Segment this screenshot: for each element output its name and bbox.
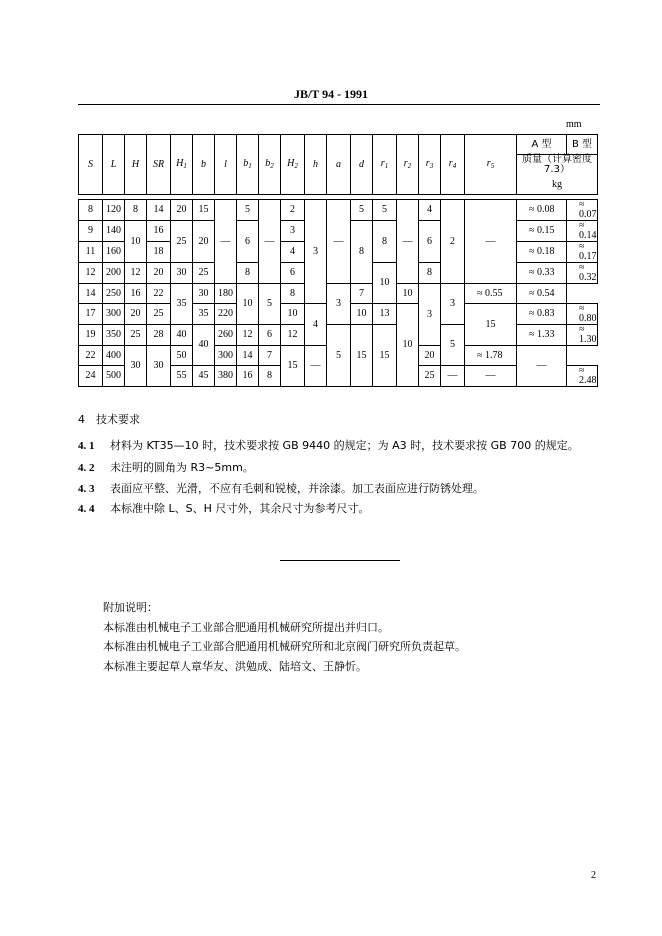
header-rule	[78, 104, 600, 105]
cell: —	[327, 200, 351, 284]
cell: 8	[79, 200, 103, 221]
cell: 250	[103, 284, 125, 304]
cell: 2	[441, 200, 465, 284]
cell: 9	[79, 221, 103, 242]
col-header-b: b	[193, 135, 215, 195]
cell: ≈ 2.48	[567, 366, 598, 387]
cell: 140	[103, 221, 125, 242]
cell: 10	[125, 221, 147, 263]
col-header-H2: $H_2$	[281, 135, 305, 195]
cell: 14	[79, 284, 103, 304]
cell: 10	[397, 304, 419, 387]
cell: —	[215, 200, 237, 284]
cell: 5	[441, 325, 465, 366]
cell: 15	[193, 200, 215, 221]
col-header-mass: 质量（计算密度 7.3）	[517, 155, 598, 176]
col-header-d: d	[351, 135, 373, 195]
cell: 16	[125, 284, 147, 304]
clause-text: 未注明的圆角为 R3~5mm。	[110, 461, 254, 474]
clause-number: 4. 2	[78, 462, 95, 474]
col-header-h: h	[305, 135, 327, 195]
cell: 22	[147, 284, 171, 304]
cell: 4	[305, 304, 327, 346]
cell: 200	[103, 263, 125, 284]
cell: 8	[419, 263, 441, 284]
cell: 6	[281, 263, 305, 284]
cell: 12	[79, 263, 103, 284]
cell: 120	[103, 200, 125, 221]
cell: 4	[281, 242, 305, 263]
cell: 10	[281, 304, 305, 325]
cell: 11	[79, 242, 103, 263]
cell: ≈ 0.80	[567, 304, 598, 325]
cell: —	[465, 366, 517, 387]
cell: 15	[465, 304, 517, 346]
cell: 3	[305, 200, 327, 304]
cell: 10	[351, 304, 373, 325]
cell: ≈ 0.07	[567, 200, 598, 221]
cell: 35	[193, 304, 215, 325]
cell: 25	[171, 221, 193, 263]
cell: 24	[79, 366, 103, 387]
cell: 8	[259, 366, 281, 387]
end-rule	[280, 560, 400, 561]
cell: 5	[373, 200, 397, 221]
cell: —	[397, 200, 419, 284]
cell: ≈ 1.33	[517, 325, 567, 346]
cell: 500	[103, 366, 125, 387]
cell: 5	[237, 200, 259, 221]
cell: 20	[147, 263, 171, 284]
cell: 30	[125, 346, 147, 387]
cell: ≈ 0.18	[517, 242, 567, 263]
cell: 25	[193, 263, 215, 284]
cell: 55	[171, 366, 193, 387]
cell: ≈ 0.83	[517, 304, 567, 325]
cell: 7	[259, 346, 281, 366]
note-line: 本标准主要起草人章华友、洪勉成、陆培文、王静忻。	[103, 660, 367, 673]
cell: 6	[237, 221, 259, 263]
notes-title: 附加说明：	[103, 601, 158, 614]
cell: 8	[351, 221, 373, 284]
cell: —	[259, 200, 281, 284]
table-row	[79, 200, 598, 221]
cell: 6	[419, 221, 441, 263]
cell: 5	[259, 284, 281, 325]
cell: 8	[125, 200, 147, 221]
note-line: 本标准由机械电子工业部合肥通用机械研究所提出并归口。	[103, 621, 389, 634]
cell: 180	[215, 284, 237, 304]
cell: 350	[103, 325, 125, 346]
cell: 40	[171, 325, 193, 346]
cell: 19	[79, 325, 103, 346]
clause-number: 4. 3	[78, 483, 95, 495]
cell: 380	[215, 366, 237, 387]
cell: 35	[171, 284, 193, 325]
cell: 50	[171, 346, 193, 366]
clause-4-1	[78, 437, 579, 453]
cell: 22	[79, 346, 103, 366]
clause-number: 4. 1	[78, 440, 95, 452]
col-header-a: a	[327, 135, 351, 195]
col-header-r2: $r_2$	[397, 135, 419, 195]
cell: 2	[281, 200, 305, 221]
cell: 15	[281, 346, 305, 387]
cell: ≈ 0.32	[567, 263, 598, 284]
cell: 45	[193, 366, 215, 387]
cell: —	[517, 346, 567, 387]
cell: 16	[147, 221, 171, 242]
col-header-L: L	[103, 135, 125, 195]
clause-number: 4. 4	[78, 503, 95, 515]
cell: 28	[147, 325, 171, 346]
cell: 12	[125, 263, 147, 284]
cell: 3	[441, 284, 465, 325]
cell: 8	[237, 263, 259, 284]
col-header-b2: $b_2$	[259, 135, 281, 195]
cell: 220	[215, 304, 237, 325]
clause-text: 表面应平整、光滑，不应有毛刺和锐棱，并涂漆。加工表面应进行防锈处理。	[110, 482, 484, 495]
clause-4-4	[78, 500, 369, 516]
page-number: 2	[591, 870, 596, 881]
dimension-table	[78, 134, 598, 387]
col-header-type-b: B 型	[567, 135, 598, 155]
cell: 3	[281, 221, 305, 242]
col-header-H: H	[125, 135, 147, 195]
cell: 15	[373, 325, 397, 387]
cell: 6	[259, 325, 281, 346]
cell: 260	[215, 325, 237, 346]
cell: 7	[351, 284, 373, 304]
clause-4-2	[78, 459, 254, 475]
page-header-title: JB/T 94 - 1991	[293, 87, 369, 101]
cell: 10	[237, 284, 259, 325]
cell: 14	[237, 346, 259, 366]
table-row	[79, 284, 598, 304]
cell: —	[465, 200, 517, 284]
cell: 20	[171, 200, 193, 221]
cell: 25	[419, 366, 441, 387]
cell: 300	[215, 346, 237, 366]
cell: —	[441, 366, 465, 387]
cell: 8	[281, 284, 305, 304]
col-header-H1: $H_1$	[171, 135, 193, 195]
cell: 30	[193, 284, 215, 304]
cell: 20	[125, 304, 147, 325]
cell: 10	[373, 263, 397, 304]
cell: 25	[147, 304, 171, 325]
cell: 3	[419, 284, 441, 346]
cell: 5	[327, 325, 351, 387]
col-header-S: S	[79, 135, 103, 195]
cell: 14	[147, 200, 171, 221]
col-header-SR: SR	[147, 135, 171, 195]
cell: 18	[147, 242, 171, 263]
clause-text: 本标准中除 L、S、H 尺寸外，其余尺寸为参考尺寸。	[110, 502, 370, 515]
col-header-r5: $r_5$	[465, 135, 517, 195]
table-unit: mm	[566, 119, 582, 130]
cell: 3	[327, 284, 351, 325]
clause-text: 材料为 KT35—10 时，技术要求按 GB 9440 的规定；为 A3 时，技术要求按 GB 700 的规定。	[110, 439, 579, 452]
cell: ≈ 0.33	[517, 263, 567, 284]
cell: —	[305, 346, 327, 387]
cell: 16	[237, 366, 259, 387]
cell: 160	[103, 242, 125, 263]
cell: 30	[171, 263, 193, 284]
cell: ≈ 0.17	[567, 242, 598, 263]
cell: 25	[125, 325, 147, 346]
cell: 5	[351, 200, 373, 221]
cell: ≈ 0.15	[517, 221, 567, 242]
cell: ≈ 0.14	[567, 221, 598, 242]
col-header-type-a: A 型	[517, 135, 567, 155]
col-header-r1: $r_1$	[373, 135, 397, 195]
cell: 12	[237, 325, 259, 346]
cell: 400	[103, 346, 125, 366]
cell: 17	[79, 304, 103, 325]
table-row	[79, 325, 598, 346]
cell: 13	[373, 304, 397, 325]
note-line: 本标准由机械电子工业部合肥通用机械研究所和北京阀门研究所负责起草。	[103, 640, 466, 653]
section-title: 4 技术要求	[78, 413, 140, 426]
cell: 40	[193, 325, 215, 366]
cell: 300	[103, 304, 125, 325]
col-header-b1: $b_1$	[237, 135, 259, 195]
cell: 8	[373, 221, 397, 263]
cell: ≈ 0.54	[517, 284, 567, 304]
col-header-l: l	[215, 135, 237, 195]
cell: 12	[281, 325, 305, 346]
cell: ≈ 0.55	[465, 284, 517, 304]
cell: 30	[147, 346, 171, 387]
cell: 15	[351, 325, 373, 387]
cell: 4	[419, 200, 441, 221]
cell: ≈ 1.30	[567, 325, 598, 346]
col-header-r4: $r_4$	[441, 135, 465, 195]
cell: ≈ 1.78	[465, 346, 517, 366]
cell: ≈ 0.08	[517, 200, 567, 221]
col-header-r3: $r_3$	[419, 135, 441, 195]
clause-4-3	[78, 480, 484, 496]
cell: 20	[419, 346, 441, 366]
cell: 10	[397, 284, 419, 304]
cell: 20	[193, 221, 215, 263]
col-header-mass-unit: kg	[517, 175, 598, 195]
